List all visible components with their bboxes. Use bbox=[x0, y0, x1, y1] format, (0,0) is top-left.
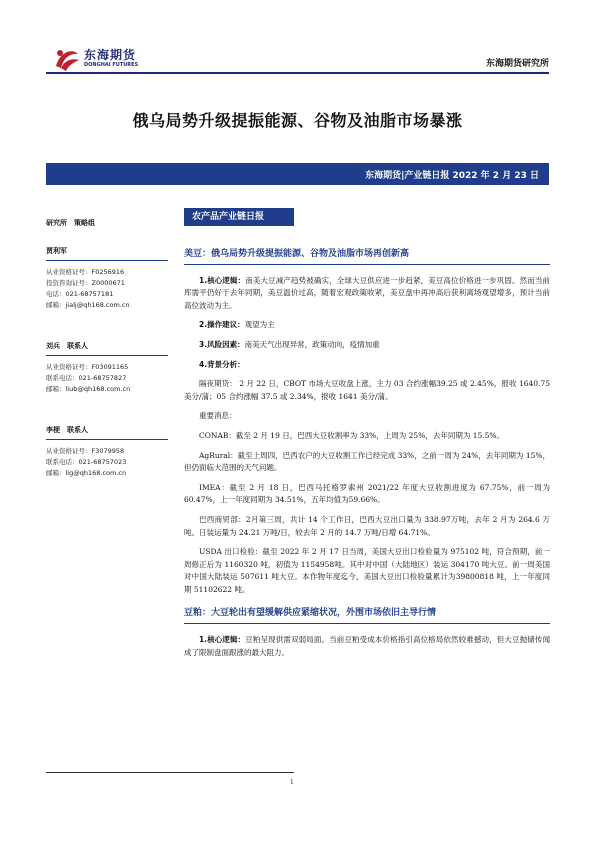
analyst-card bbox=[46, 425, 168, 479]
footer-rule bbox=[46, 772, 294, 773]
analyst-email[interactable]: 邮箱：lig@qh168.com.cn bbox=[46, 469, 127, 477]
risk-text: 南美天气出现异常，政策动向，疫情加重 bbox=[244, 339, 380, 349]
usda-paragraph: USDA 出口检验：截至 2022 年 2 月 17 日当周，美国大豆出口检验量为 975102 吨，符合预期，前一周修正后为 1160320 吨，初值为 1154958吨。其中对中国（大陆地区）装运 304170 吨大豆。前一周美国对中国大陆装运 507611 吨大豆。本作物年度迄今，美国大豆出口检验量累计为39800818 吨，上一年度同期 51102622 吨。 bbox=[184, 547, 550, 594]
analyst-card bbox=[46, 246, 168, 311]
soymeal-heading-text: 大豆轮出有望缓解供应紧缩状况，外围市场依旧主导行情 bbox=[211, 608, 437, 619]
soymeal-core-label: 1.核心逻辑： bbox=[199, 635, 246, 645]
report-title: 俄乌局势升级提振能源、谷物及油脂市场暴涨 bbox=[132, 111, 463, 130]
soymeal-heading bbox=[184, 607, 550, 624]
sidebar-analysts bbox=[46, 218, 168, 479]
risk-paragraph bbox=[184, 339, 550, 352]
analyst-name: 李梗 联系人 bbox=[46, 425, 168, 440]
donghai-logo-icon bbox=[52, 44, 82, 74]
soybean-heading-prefix: 美豆： bbox=[184, 249, 212, 259]
soybean-heading-text: 俄乌局势升级提振能源、谷物及油脂市场再创新高 bbox=[211, 249, 410, 259]
news-label: 重要消息： bbox=[199, 411, 237, 421]
company-logo bbox=[52, 44, 150, 74]
logo-english-name: DONGHAI FUTURES bbox=[84, 62, 139, 68]
logo-chinese-name: 东海期货 bbox=[84, 48, 137, 62]
analyst-detail: 从业资格证号：F03091165 bbox=[46, 363, 129, 371]
soybean-heading bbox=[184, 248, 550, 265]
analyst-detail: 投资咨询证号：Z0000671 bbox=[46, 279, 125, 287]
operation-text: 观望为主 bbox=[244, 320, 275, 330]
operation-paragraph bbox=[184, 319, 550, 332]
conab-paragraph: CONAB：截至 2 月 19 日，巴西大豆收割率为 33%，上周为 25%，去年同期为 15.5%。 bbox=[199, 430, 505, 440]
risk-label: 3.风险因素： bbox=[199, 339, 245, 349]
soymeal-core-text: 豆粕呈现供需双弱局面。当前豆粕受成本价格指引高位格局依然较难撼动，但大豆抛储传闻成了限制盘面跟涨的最大阻力。 bbox=[184, 635, 550, 657]
background-paragraph bbox=[184, 359, 550, 372]
background-label: 4.背景分析： bbox=[199, 359, 245, 369]
section-tag: 农产品产业链日报 bbox=[184, 208, 294, 226]
analyst-detail: 从业资格证号：F0256916 bbox=[46, 268, 125, 276]
sidebar-group-label: 研究所 策略组 bbox=[46, 219, 95, 227]
main-content bbox=[184, 248, 550, 666]
analyst-email[interactable]: 邮箱：liub@qh168.com.cn bbox=[46, 385, 131, 393]
analyst-name: 贾利军 bbox=[46, 246, 168, 261]
analyst-detail: 从业资格证号：F3079958 bbox=[46, 447, 125, 455]
institute-name: 东海期货研究所 bbox=[485, 59, 549, 69]
imea-paragraph: IMEA：截至 2 月 18 日，巴西马托格罗索州 2021/22 年度大豆收割进度为 67.75%，前一周为 60.47%，上一年度同期为 34.51%，五年均值为59.66%。 bbox=[184, 482, 550, 505]
header-rule bbox=[46, 72, 549, 74]
operation-label: 2.操作建议： bbox=[199, 320, 245, 330]
agrural-paragraph: AgRural：截至上周四，巴西农户的大豆收割工作已经完成 33%，之前一周为 24%，去年同期为 15%，但仍面临大范围的天气问题。 bbox=[184, 450, 550, 473]
analyst-detail: 联系电话：021-68757827 bbox=[46, 374, 127, 382]
analyst-detail: 电话：021-68757181 bbox=[46, 290, 114, 298]
analyst-email[interactable]: 邮箱：jialj@qh168.com.cn bbox=[46, 301, 130, 309]
report-banner-text: 东海期货|产业链日报 2022 年 2 月 23 日 bbox=[365, 171, 539, 181]
overnight-futures-paragraph: 隔夜期货： 2 月 22 日，CBOT 市场大豆收盘上涨，主力 03 合约涨幅39.25 或 2.45%，报收 1640.75 美分/蒲；05 合约涨幅 37.5 或 2.34%，报收 1641 美分/蒲。 bbox=[184, 379, 550, 401]
soymeal-core-paragraph bbox=[184, 634, 550, 659]
analyst-card bbox=[46, 341, 168, 395]
analyst-detail: 联系电话：021-68757023 bbox=[46, 458, 127, 466]
analyst-name: 刘兵 联系人 bbox=[46, 341, 168, 356]
soymeal-heading-prefix: 豆粕： bbox=[184, 608, 212, 619]
core-logic-paragraph bbox=[184, 275, 550, 313]
brazil-trade-paragraph: 巴西商贸部：2月第三周，共计 14 个工作日，巴西大豆出口量为 338.97万吨，去年 2 月为 264.6 万吨。日装运量为 24.21 万吨/日，较去年 2 月的 14.7 万吨/日增 64.71%。 bbox=[184, 514, 550, 537]
core-logic-label: 1.核心逻辑： bbox=[199, 275, 246, 285]
core-logic-text: 南美大豆减产趋势被确实，全球大豆供应进一步趋紧，美豆高位价格进一步巩固。然而当前库需平仍好于去年同期，美豆温价过高，随着宏观政策收紧，美豆盘中再冲高后获利离场观望增多，预计当前高位波动为主。 bbox=[184, 275, 550, 310]
page-number: 1 bbox=[290, 779, 294, 786]
